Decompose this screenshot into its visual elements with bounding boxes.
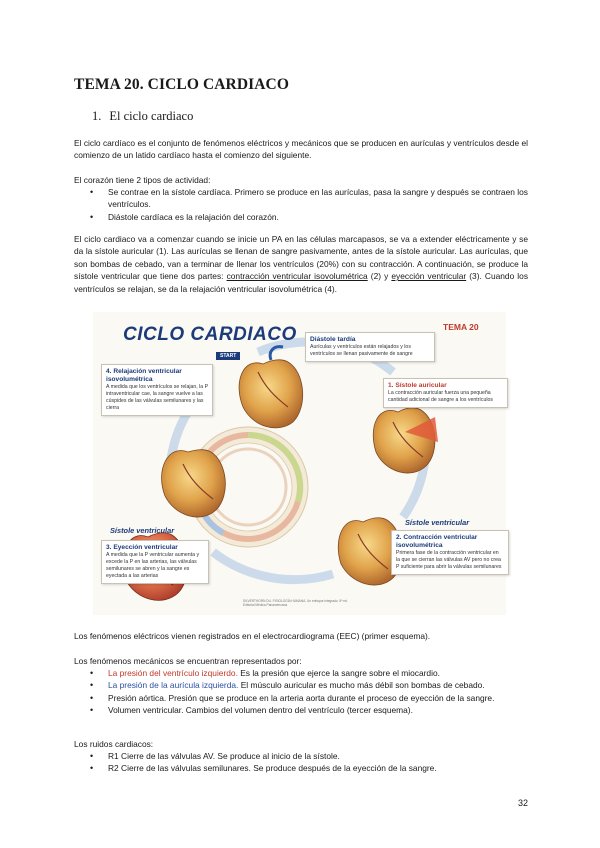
list-item [74,667,528,679]
isovolumetric-link: contracción ventricular isovolumétrica [226,271,368,282]
activity-list [74,186,528,223]
box-ventricular-ejection [101,540,209,584]
sounds-heading: Los ruidos cardiacos: [74,739,154,749]
box-atrial-systole [383,378,508,408]
list-item: • Se contrae en la sístole cardíaca. Primero se produce en las aurículas, pasa la sangre y después se contraen los ventrículos. [74,186,528,211]
box-body: La contracción auricular fuerza una pequeña cantidad adicional de sangre a los ventrículos [388,390,493,403]
heart-top [239,347,303,428]
list-item [74,679,528,691]
page-number: 32 [517,798,528,808]
list-item [74,692,528,704]
box-late-diastole [305,332,435,362]
cycle-text-1: El ciclo cardiaco va a comenzar cuando se inicie un PA en las células marcapasos, se va a extender eléctricamente y se da la sístole auricular (1). Las aurículas se llenan de sangre pasivamente, antes de la sístole auricular. Las aurículas, que son bombas de cebado, van a terminar de llenar los ventrículos (20%) con su contracción. A continuación, se produce la sístole ventricular que tiene dos partes: [74,234,528,282]
mechanic-heading: Los fenómenos mecánicos se encuentran representados por: [74,656,302,666]
figure-credit: SILVERTHORN DU. FISIOLOGÍA HUMANA. Un enfoque integrado. 5ª ed. Editorial Médica Panamericana [243,599,348,607]
item-text: El músculo auricular es mucho más débil son bombas de cebado. [238,680,485,691]
cardiac-cycle-figure [93,312,506,615]
box-title: 4. Relajación ventricular isovolumétrica [106,368,182,383]
ejection-link: eyección ventricular [391,271,467,282]
list-item: • Diástole cardíaca es la relajación del corazón. [74,211,528,223]
list-item: • R2 Cierre de las válvulas semilunares. Se produce después de la eyección de la sangre. [74,762,528,774]
lv-pressure-highlight: La presión del ventrículo izquierdo. [108,668,238,678]
cycle-paragraph [74,233,528,295]
la-pressure-highlight: La presión de la aurícula izquierda. [108,680,239,691]
figure-tag: TEMA 20 [443,322,479,332]
label-systole-right: Sístole ventricular [405,518,470,527]
item-text: Volumen ventricular. Cambios del volumen dentro del ventrículo (tercer esquema). [108,705,413,716]
section-title: El ciclo cardiaco [109,109,194,123]
cycle-text-3: (3). Cuando los ventrículos se relajan, se da la relajación ventricular isovolumétrica (4). [74,271,529,294]
cycle-text-2: (2) y [367,271,392,282]
intro-paragraph: El ciclo cardíaco es el conjunto de fenómenos eléctricos y mecánicos que se producen en aurículas y ventrículos desde el comienzo de un latido cardíaco hasta el comienzo del siguiente. [74,138,528,161]
box-isovolumetric-relaxation [101,364,213,416]
section-number: 1. [92,109,102,123]
box-body: Aurículas y ventrículos están relajados y los ventrículos se llenan pasivamente de sangre [310,344,413,357]
box-body: A medida que los ventrículos se relajan, la P intraventricular cae, la sangre vuelve a las cúspides de las válvulas semilunares y las cierra [106,384,208,411]
heart-right-top [373,408,438,473]
list-item: • R1 Cierre de las válvulas AV. Se produce al inicio de la sístole. [74,750,528,762]
start-badge: START [216,352,240,360]
page-title: TEMA 20. CICLO CARDIACO [74,76,290,93]
list-item [74,704,528,716]
box-body: A medida que la P ventricular aumenta y excede la P en las arterias, las válvulas semilunares se abren y la sangre es eyectada a las arterias [106,552,200,579]
item-text: Presión aórtica. Presión que se produce en la arteria aorta durante el proceso de eyección de la sangre. [108,692,495,703]
figure-title: CICLO CARDIACO [123,324,297,345]
box-body: Primera fase de la contracción ventricular en la que se cierran las válvulas AV pero no crea P suficiente para abrir la válvulas semilunares [396,550,502,570]
box-title: 2. Contracción ventricular isovolumétrica [396,534,478,549]
activity-heading: El corazón tiene 2 tipos de actividad: [74,175,211,185]
box-title: 1. Sístole auricular [388,382,447,389]
heart-left-top [162,450,226,517]
label-systole-left: Sístole ventricular [110,526,175,535]
box-isovolumetric-contraction [391,530,509,575]
item-text: Es la presión que ejerce la sangre sobre el miocardio. [237,668,440,678]
sounds-list [74,750,528,775]
section-heading [92,109,193,124]
mechanic-list [74,667,528,717]
box-title: Diástole tardía [310,336,356,343]
electric-paragraph: Los fenómenos eléctricos vienen registrados en el electrocardiograma (EEC) (primer esquema). [74,631,431,641]
box-title: 3. Eyección ventricular [106,544,178,551]
